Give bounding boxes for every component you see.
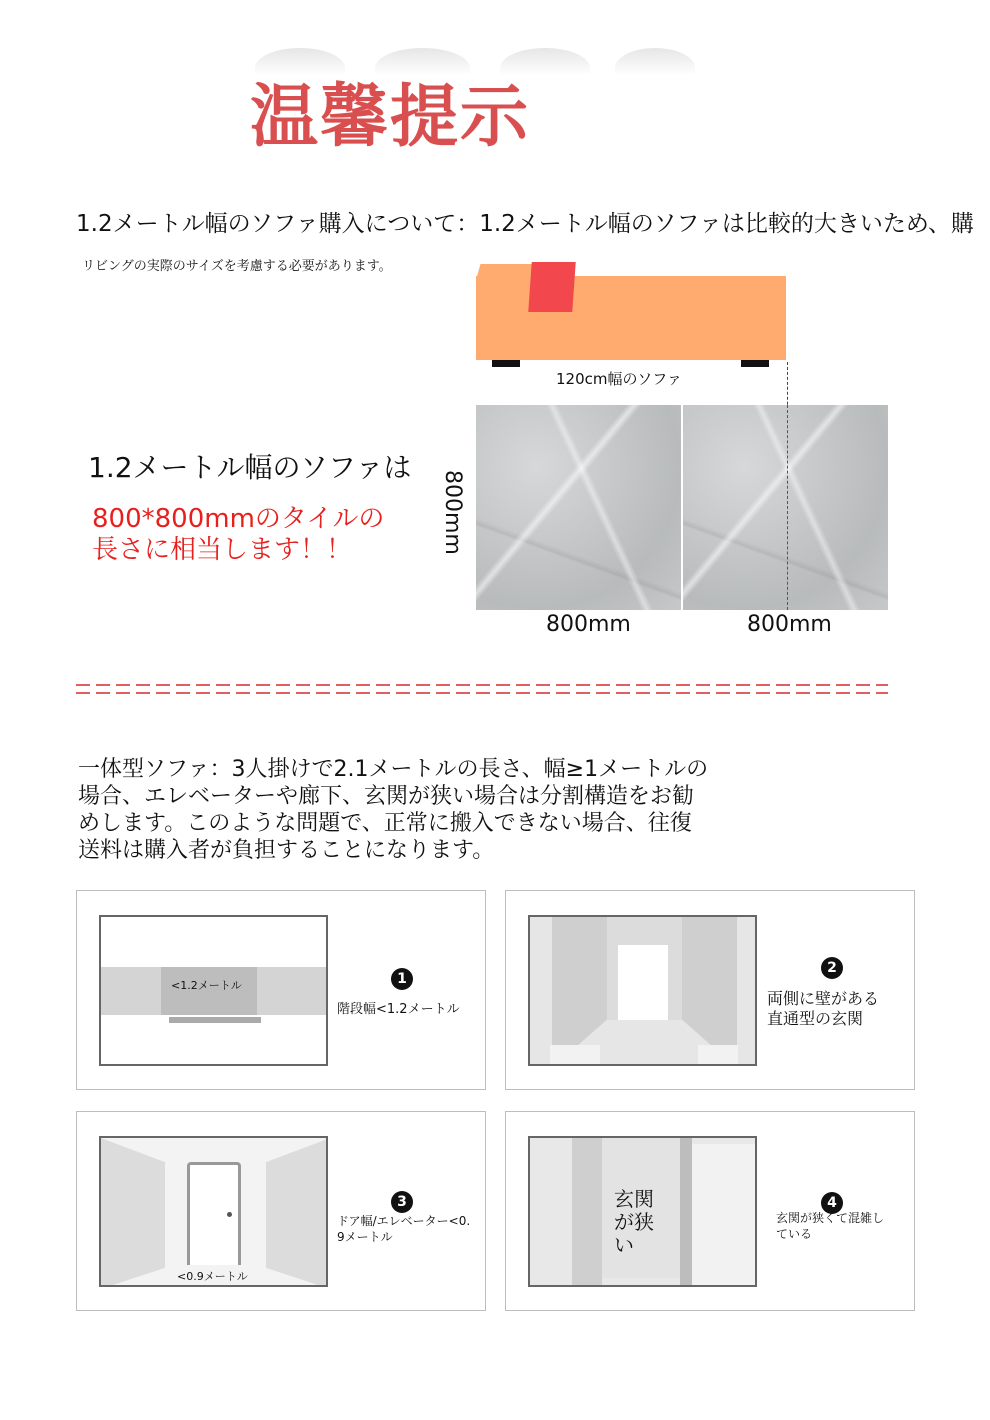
- door-illustration: [99, 1136, 328, 1287]
- number-badge: 2: [821, 957, 843, 979]
- entrance-narrow-label: 玄関 が狭 い: [614, 1187, 654, 1257]
- tile-width-label: 800mm: [546, 612, 631, 637]
- intro-subtext: リビングの実際のサイズを考慮する必要があります。: [82, 259, 392, 274]
- number-badge: 1: [391, 968, 413, 990]
- dashed-divider: [76, 682, 888, 696]
- door-width-label: <0.9メートル: [177, 1270, 248, 1283]
- notice-line: 一体型ソファ：3人掛けで2.1メートルの長さ、幅≥1メートルの: [78, 757, 709, 782]
- intro-text: 1.2メートル幅のソファ購入について：1.2メートル幅のソファは比較的大きいため、購: [76, 211, 974, 237]
- case-card-door: [76, 1111, 486, 1311]
- notice-line: めします。このような問題で、正常に搬入できない場合、往復: [78, 811, 692, 836]
- equivalence-highlight: 長さに相当します！！: [92, 535, 353, 565]
- tile-guide-line: [787, 405, 788, 610]
- case-caption: 玄関が狭くて混雑し ている: [776, 1211, 885, 1241]
- case-caption: ドア幅/エレベーター<0. 9メートル: [337, 1214, 471, 1244]
- number-badge: 3: [391, 1191, 413, 1213]
- equivalence-highlight: 800*800mmのタイルの: [92, 504, 385, 534]
- sofa-cushion: [528, 262, 575, 312]
- cloud-decoration: [615, 48, 695, 88]
- corridor-illustration: [528, 915, 757, 1066]
- tile-height-label: 800mm: [440, 470, 465, 555]
- page-title: 温馨提示: [250, 78, 531, 157]
- sofa-leg: [741, 360, 769, 367]
- tile-width-label: 800mm: [747, 612, 832, 637]
- equivalence-heading: 1.2メートル幅のソファは: [88, 451, 412, 484]
- stairs-width-label: <1.2メートル: [171, 979, 242, 992]
- tile-image: [476, 405, 681, 610]
- sofa-body: [476, 276, 786, 360]
- stairs-illustration: [99, 915, 328, 1066]
- number-badge: 4: [821, 1192, 843, 1214]
- case-card-stairs: [76, 890, 486, 1090]
- case-card-corridor: [505, 890, 915, 1090]
- case-caption: 階段幅<1.2メートル: [337, 1002, 460, 1017]
- case-caption: 両側に壁がある 直通型の玄関: [767, 989, 880, 1028]
- tile-image: [683, 405, 888, 610]
- notice-line: 場合、エレベーターや廊下、玄関が狭い場合は分割構造をお勧: [78, 784, 695, 809]
- case-card-entrance: [505, 1111, 915, 1311]
- sofa-leg: [492, 360, 520, 367]
- sofa-width-label: 120cm幅のソファ: [556, 370, 682, 388]
- notice-line: 送料は購入者が負担することになります。: [78, 838, 495, 863]
- delivery-notice: [78, 756, 778, 864]
- entrance-illustration: [528, 1136, 757, 1287]
